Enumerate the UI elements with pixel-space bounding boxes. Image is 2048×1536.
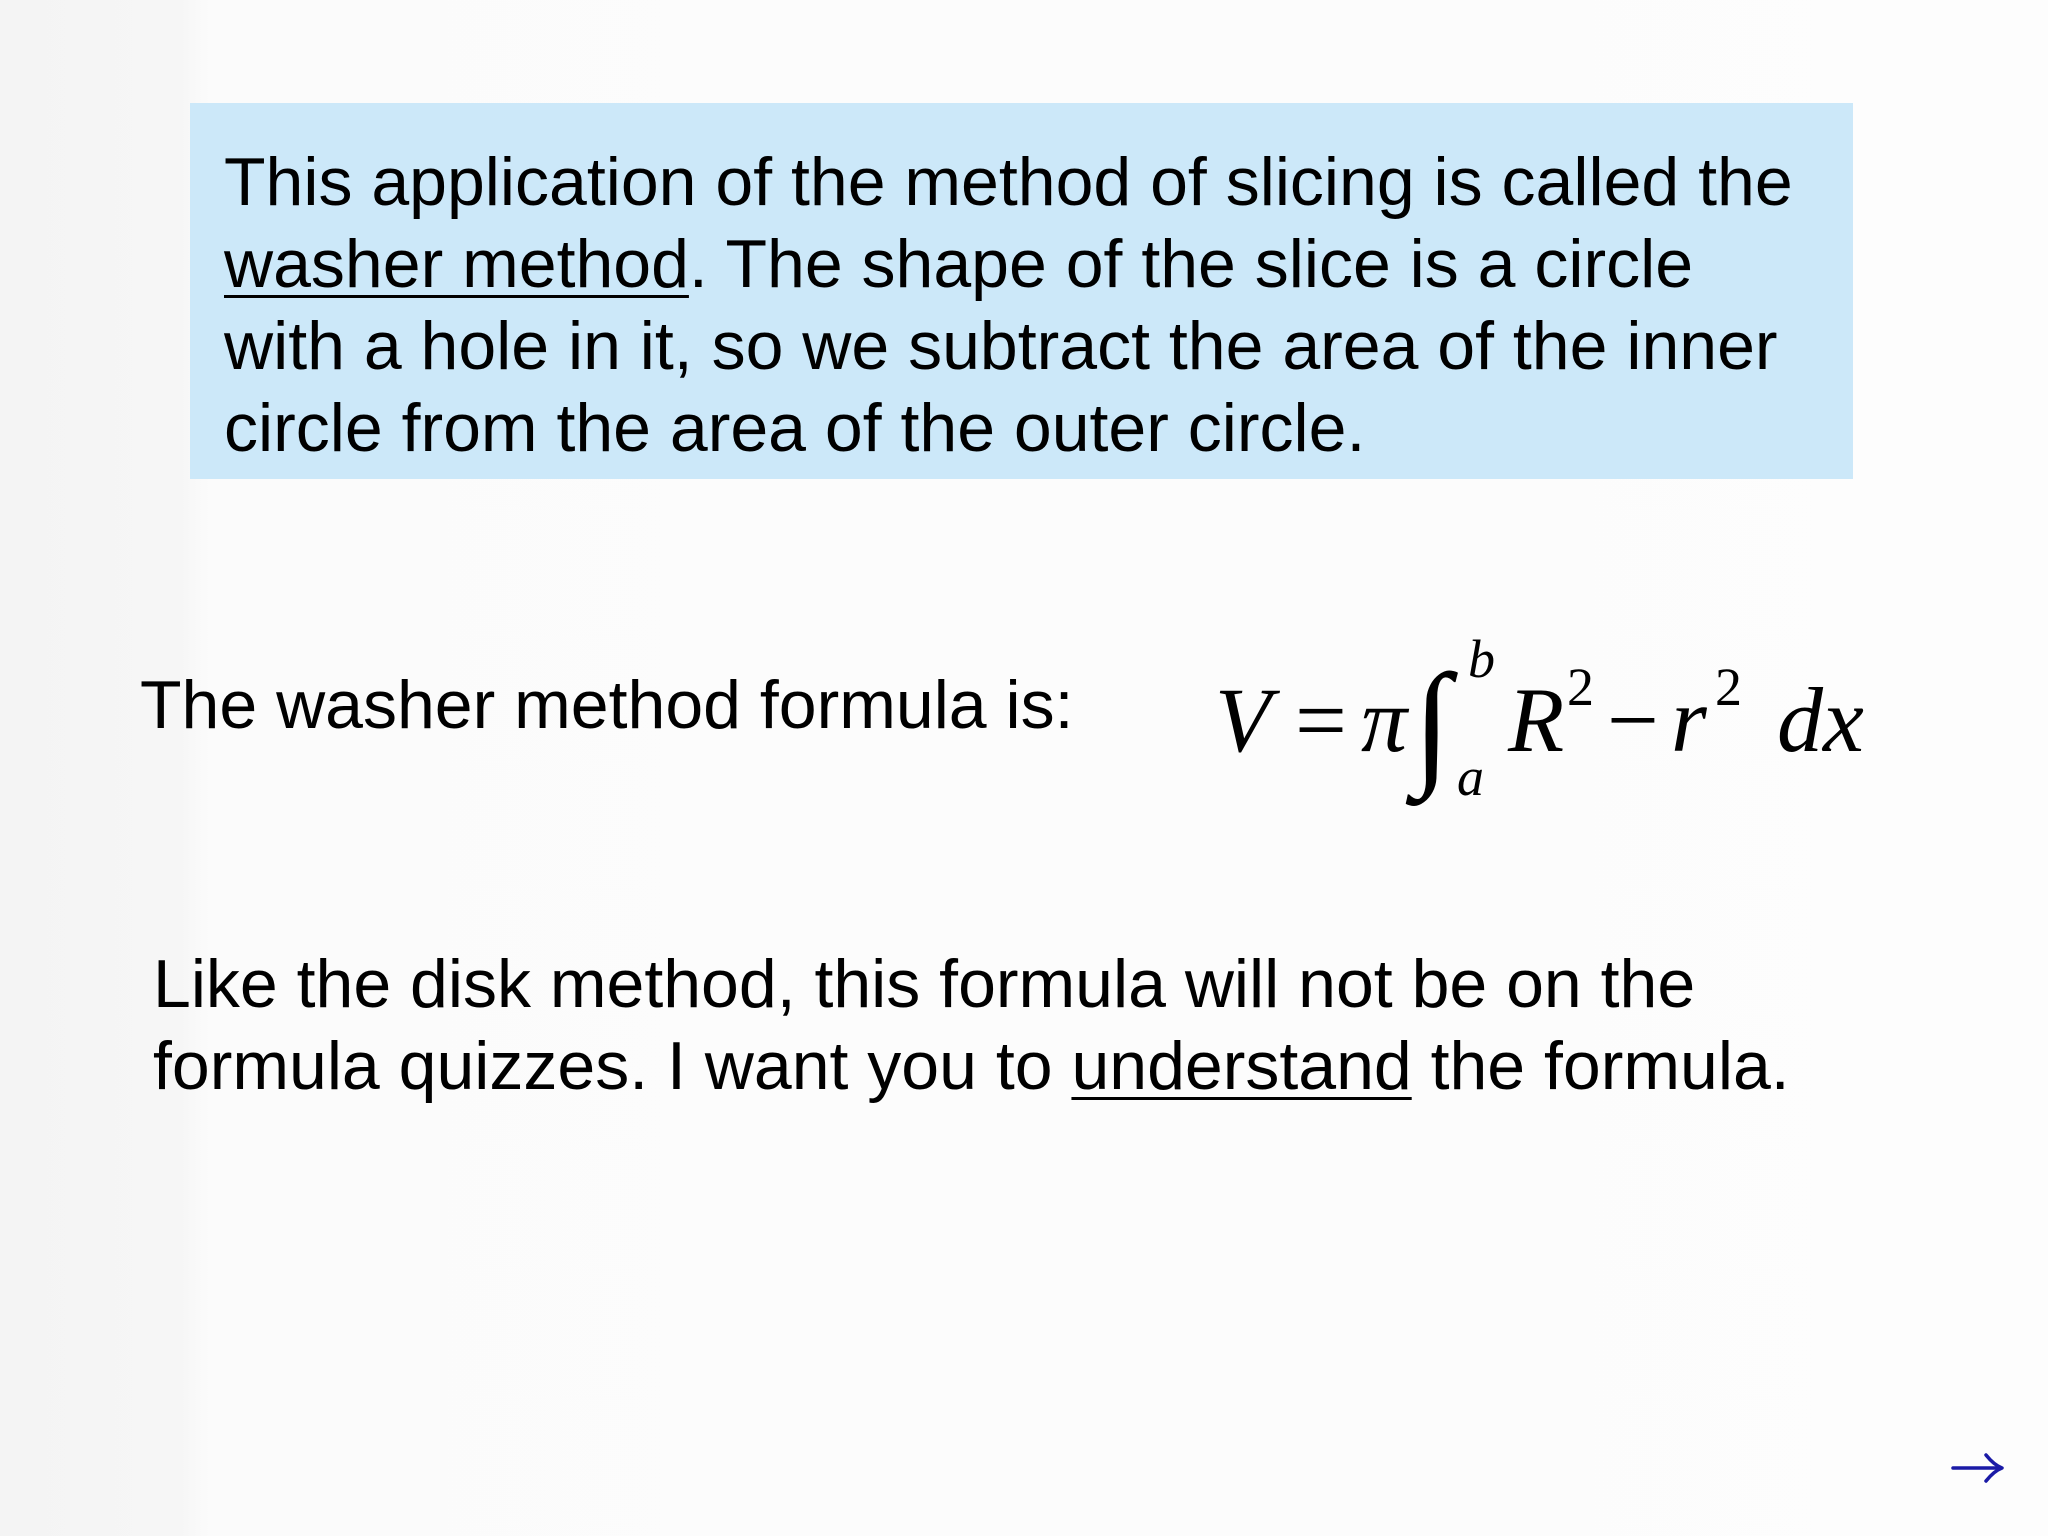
- washer-method-term: washer method: [224, 226, 689, 302]
- intro-paragraph: [224, 141, 1823, 469]
- formula-inner-power: 2: [1715, 657, 1742, 717]
- closing-line-2-end: the formula.: [1411, 1028, 1790, 1104]
- formula-upper-limit: b: [1468, 629, 1495, 689]
- next-slide-button[interactable]: [1950, 1448, 2006, 1488]
- intro-line-1: This application of the method of slicing is called the: [224, 144, 1793, 220]
- formula-inner-radius: r: [1671, 669, 1707, 771]
- formula-equals: =: [1295, 669, 1347, 771]
- intro-line-3: with a hole in it, so we subtract the area of the inner: [224, 308, 1778, 384]
- formula-outer-power: 2: [1567, 657, 1594, 717]
- closing-line-2-start: formula quizzes. I want you to: [153, 1028, 1072, 1104]
- intro-line-2-rest: . The shape of the slice is a circle: [688, 226, 1694, 302]
- right-arrow-icon: [1950, 1448, 2006, 1488]
- formula-label: The washer method formula is:: [140, 667, 1074, 743]
- formula-differential: dx: [1777, 669, 1864, 771]
- formula-integral-sign: ∫: [1413, 646, 1451, 799]
- intro-box: [190, 103, 1853, 479]
- intro-line-4: circle from the area of the outer circle.: [224, 390, 1366, 466]
- formula-volume: V: [1215, 669, 1272, 771]
- closing-paragraph: [153, 943, 1790, 1107]
- closing-line-1: Like the disk method, this formula will not be on the: [153, 946, 1696, 1022]
- formula-minus: −: [1607, 669, 1659, 771]
- formula-outer-radius: R: [1508, 669, 1565, 771]
- understand-emphasis: understand: [1071, 1028, 1412, 1104]
- washer-formula: [1215, 620, 1875, 807]
- formula-lower-limit: a: [1457, 747, 1484, 807]
- formula-pi: π: [1361, 669, 1408, 771]
